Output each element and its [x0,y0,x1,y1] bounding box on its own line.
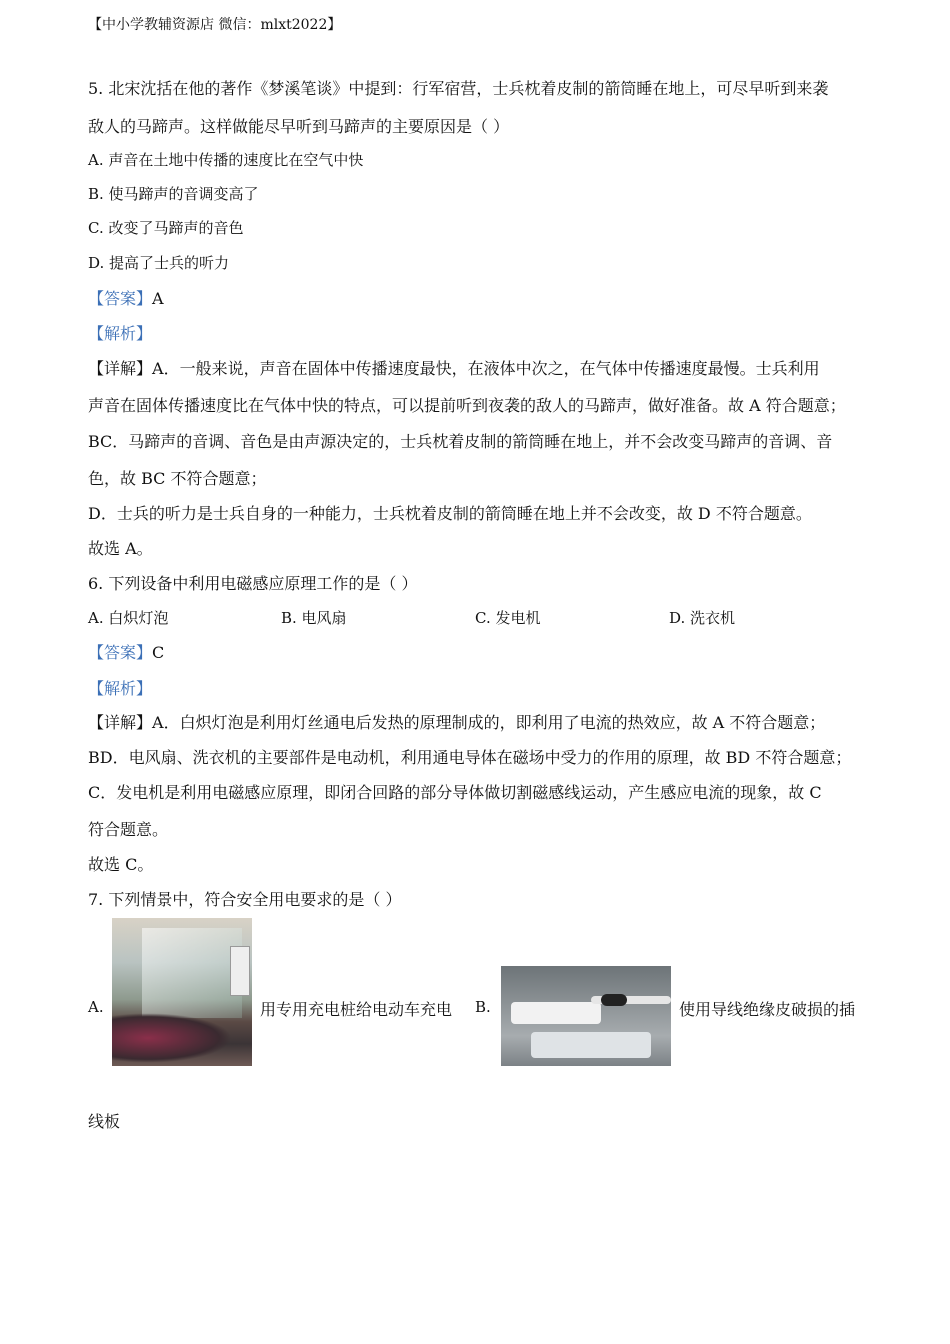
exposed-wire [601,994,627,1006]
q6-conclusion: 故选 C。 [88,855,154,874]
plug [511,1002,601,1024]
q6-answer [88,640,164,663]
glass-wall [142,928,242,1018]
q7-stem: 7. 下列情景中，符合安全用电要求的是（ ） [88,890,402,909]
answer-tag: 【答案】 [88,289,153,308]
q6-option-c: C. 发电机 [475,609,541,627]
q6-detail-line1: 【详解】A．白炽灯泡是利用灯丝通电后发热的原理制成的，即利用了电流的热效应，故 A 不符合题意； [88,713,826,732]
q5-option-a: A. 声音在土地中传播的速度比在空气中快 [88,151,364,169]
q5-analysis-tag: 【解析】 [88,324,153,343]
q6-detail-line2: BD．电风扇、洗衣机的主要部件是电动机，利用通电导体在磁场中受力的作用的原理，故 BD 不符合题意； [88,748,852,767]
q7-option-b-letter: B. [475,998,491,1016]
q7-option-a-letter: A. [88,998,104,1016]
q6-option-b: B. 电风扇 [281,609,347,627]
q5-stem-line2: 敌人的马蹄声。这样做能尽早听到马蹄声的主要原因是（ ） [88,117,510,136]
q5-option-c: C. 改变了马蹄声的音色 [88,219,244,237]
q6-option-d: D. 洗衣机 [669,609,736,627]
power-strip [531,1032,651,1058]
q5-option-b: B. 使马蹄声的音调变高了 [88,185,259,203]
answer-value: C [152,643,165,662]
q5-conclusion: 故选 A。 [88,539,153,558]
q7-option-b-continue: 线板 [88,1112,121,1131]
q5-option-d: D. 提高了士兵的听力 [88,254,230,272]
charging-pile [230,946,250,996]
damaged-power-strip-photo [501,966,671,1066]
scooters [112,1013,232,1063]
q5-detail-line1: 【详解】A．一般来说，声音在固体中传播速度最快，在液体中次之，在气体中传播速度最慢。士兵利用 [88,359,820,378]
q6-option-a: A. 白炽灯泡 [88,609,169,627]
q5-answer [88,286,164,309]
detail-tag: 【详解】 [88,713,153,732]
q5-stem-line1: 5. 北宋沈括在他的著作《梦溪笔谈》中提到：行军宿营，士兵枕着皮制的箭筒睡在地上，可尽早听到来袭 [88,79,829,98]
q5-detail-line5: D．士兵的听力是士兵自身的一种能力，士兵枕着皮制的箭筒睡在地上并不会改变，故 D 不符合题意。 [88,504,812,523]
q5-detail-line4: 色，故 BC 不符合题意； [88,469,267,488]
q7-option-a-text: 用专用充电桩给电动车充电 [260,1000,453,1019]
q6-analysis-tag: 【解析】 [88,679,153,698]
answer-tag: 【答案】 [88,643,153,662]
q7-option-b-text: 使用导线绝缘皮破损的插 [679,1000,856,1019]
q6-stem: 6. 下列设备中利用电磁感应原理工作的是（ ） [88,574,418,593]
detail-tag: 【详解】 [88,359,153,378]
ev-charging-photo [112,918,252,1066]
page-header: 【中小学教辅资源店 微信：mlxt2022】 [88,17,342,33]
q6-options [88,607,848,627]
q6-detail-line3: C．发电机是利用电磁感应原理，即闭合回路的部分导体做切割磁感线运动，产生感应电流的现象，故 C [88,783,822,802]
q6-detail-line4: 符合题意。 [88,820,169,839]
q5-detail-line2: 声音在固体传播速度比在气体中快的特点，可以提前听到夜袭的敌人的马蹄声，做好准备。故 A 符合题意； [88,396,846,415]
answer-value: A [152,289,164,308]
q5-detail-line3: BC．马蹄声的音调、音色是由声源决定的，士兵枕着皮制的箭筒睡在地上，并不会改变马蹄声的音调、音 [88,432,833,451]
